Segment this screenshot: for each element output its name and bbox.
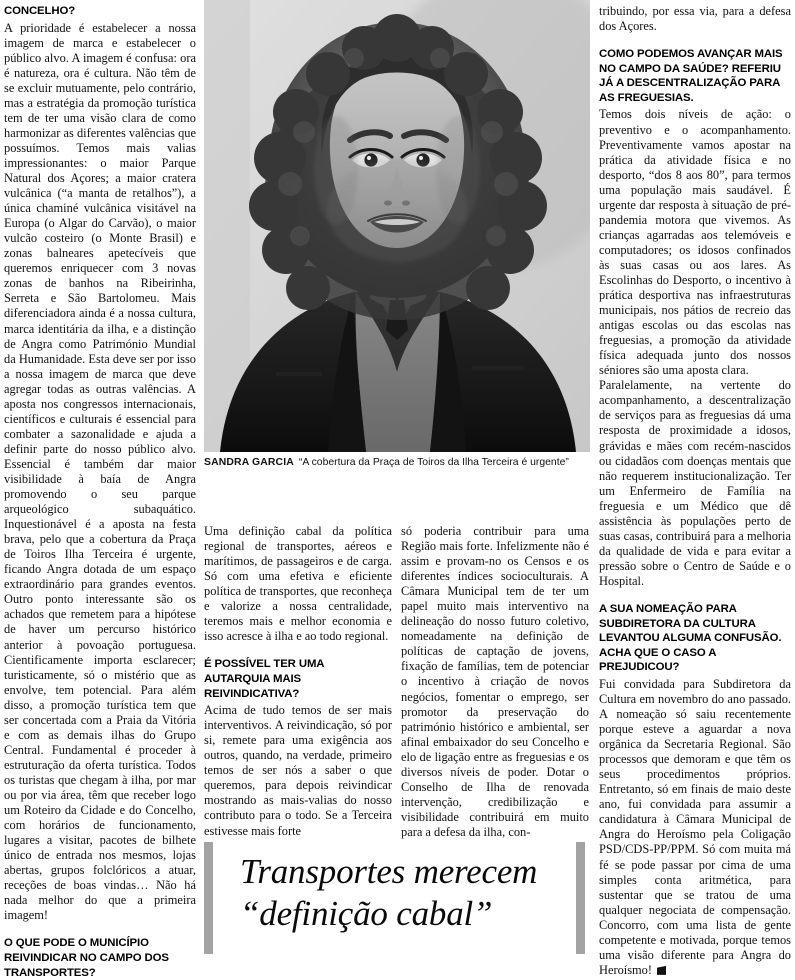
headline-line-2: “definição cabal” <box>240 894 493 933</box>
headline-bar-right <box>576 842 585 954</box>
paragraph-col3-1: só poderia contribuir para uma Região mais forte. Infelizmente não é assim e provam-no os Censos e os diferentes índices socioculturais. A Câmara Municipal tem de ter um papel muito mais interventivo na delineação do nosso futuro coletivo, nomeadamente na definição de políticas de captação de jovens, fixação de famílias, tem de potenciar o incentivo à criação de novos negócios, fomentar o emprego, ser promotor da preservação do património histórico e ambiental, ser afinal embaixador do seu Concelho e elo de ligação entre as freguesias e os diversos níveis de poder. Dotar o Conselho de Ilha de renovada intervenção, credibilização e visibilidade contribuirá em muito para a defesa da ilha, con- <box>401 524 589 839</box>
paragraph-col4-2: Temos dois níveis de ação: o preventivo e o acompanhamento. Preventivamente vamos apostar na prática da atividade física e no desporto, “dos 8 aos 80”, para termos uma população mais saudável. É urgente dar resposta à situação de pré-pandemia motora que vivemos. As crianças agarradas aos telemóveis e computadores; os idosos confinados às suas casas ou aos lares. As Escolinhas do Desporto, o incentivo à prática desportiva nas infraestruturas municipais, nos pátios de recreio das antigas escolas ou das escolas nas freguesias, a promoção da atividade física adequada junto dos nossos séniores são uma aposta clara. <box>599 107 791 378</box>
portrait-photo-block <box>204 0 590 452</box>
pull-headline-block <box>204 842 590 956</box>
paragraph-col4-4 <box>599 677 791 978</box>
end-of-article-icon <box>657 966 666 975</box>
paragraph-col4-4-text: Fui convidada para Subdiretora da Cultura em novembro do ano passado. A nomeação só saiu recentemente porque esteve a aguardar a nova orgânica da Secretaria Regional. São processos que demoram e que têm os seus procedimentos próprios. Entretanto, só em finais de maio deste ano, fui convidada para assumir a candidatura à Câmara Municipal de Angra do Heroísmo pela Coligação PSD/CDS-PP/PPM. Só com muita má fé se pode passar por cima de uma simples conta aritmética, para sustentar que se tratou de uma qualquer negociata de compensação. Concorro, com uma lista de gente competente e motivada, porque temos uma visão diferente para Angra do Heroísmo! <box>599 676 791 977</box>
caption-name: SANDRA GARCIA <box>204 457 294 468</box>
caption-quote: “A cobertura da Praça de Toiros da Ilha Terceira é urgente” <box>298 457 569 468</box>
question-subhead-nomeacao: A SUA NOMEAÇÃO PARA SUBDIRETORA DA CULTURA LEVANTOU ALGUMA CONFUSÃO. ACHA QUE O CASO A PREJUDICOU? <box>599 602 782 674</box>
headline-line-1: Transportes merecem <box>240 852 538 891</box>
headline-bar-left <box>204 842 213 954</box>
question-subhead-saude: COMO PODEMOS AVANÇAR MAIS NO CAMPO DA SAÚDE? REFERIU JÁ A DESCENTRALIZAÇÃO PARA AS FREGUESIAS. <box>599 48 783 104</box>
paragraph-col2-1: Uma definição cabal da política regional de transportes, aéreos e marítimos, de passageiros e de carga. Só com uma efetiva e eficiente política de transportes, que reconheça e valorize a nossa centralidade, teremos mais e melhor economia e isso acresce à ilha e ao todo regional. <box>204 524 392 644</box>
column-3 <box>401 524 589 840</box>
pull-headline <box>240 851 576 935</box>
question-subhead-concelho: CONCELHO? <box>4 5 76 17</box>
paragraph-col2-2: Acima de tudo temos de ser mais interventivos. A reivindicação, só por si, remete para uma exigência aos outros, quando, na verdade, primeiro temos de ser nós a saber o que queremos, para depois reivindicar mostrando as mais-valias do nosso contributo para o todo. Se a Terceira estivesse mais forte <box>204 703 392 838</box>
portrait-photo <box>204 0 590 452</box>
paragraph-col4-3: Paralelamente, na vertente do acompanhamento, a descentralização de serviços para as freguesias dá uma resposta de proximidade a idosos, grávidas e mães com recém-nascidos ou cidadãos com doenças mentais que não requerem institucionalização. Ter um Enfermeiro de Família na freguesia e um Médico que dê assistência às populações perto de suas casas, contribuirá para a melhoria da qualidade de vida e para evitar a pressão sobre o Centro de Saúde e o Hospital. <box>599 378 791 588</box>
paragraph-col4-1: tribuindo, por essa via, para a defesa dos Açores. <box>599 4 791 34</box>
photo-caption <box>204 456 590 469</box>
question-subhead-transportes: O QUE PODE O MUNICÍPIO REIVINDICAR NO CAMPO DOS TRANSPORTES? <box>4 937 169 979</box>
paragraph-col1-1: A prioridade é estabelecer a nossa imagem de marca e estabelecer o público alvo. A imagem é confusa: ora é natureza, ora é cultura. Não têm de se excluir mutuamente, pelo contrário, mas a estratégia da promoção turística tem de ter uma visão clara de como harmonizar as diferentes valências que possuímos. Temos mais valias impressionantes: o maior Parque Natural dos Açores; a maior cratera vulcânica (“a manta de retalhos”), a única chaminé vulcânica visitável na Europa (o Algar do Carvão), o maior vulcão costeiro (o Monte Brasil) e zonas balneares apetecíveis que queremos enriquecer com 3 novas zonas de banhos na Ribeirinha, Serreta e São Bartolomeu. Mais diferenciadora ainda é a nossa cultura, marca identitária da ilha, e a distinção de Angra como Património Mundial da Humanidade. Esta deve ser por isso a nossa imagem de marca que deve agregar todas as outras valências. A aposta nos congressos internacionais, científicos e culturais é essencial para combater a sazonalidade e ajuda a definir parte do nosso público alvo. Essencial é também dar maior visibilidade à baía de Angra promovendo o seu parque arqueológico subaquático. Inquestionável é a aposta na festa brava, pelo que a cobertura da Praça de Toiros Ilha Terceira é urgente, ficando Angra dotada de um espaço extraordinário para grandes eventos. Outro ponto interessante são os achados que remetem para a hipótese de haver um percurso histórico anterior à povoação portuguesa. Cientificamente importa esclarecer; turisticamente, só o mistério que as envolve, tem potencial. Para além disso, a promoção turística tem que ser concertada com a Praia da Vitória e com as demais ilhas do Grupo Central. Fundamental é proceder à estruturação da oferta turística. Todos os turistas que chegam à ilha, por mar ou por via área, têm que receber logo um Roteiro da Cidade e do Concelho, com horários de funcionamento, lugares a visitar, pacotes de bilhete único de entrada nos mesmos, lojas abertas, grupos folclóricos a atuar, receções de boas vindas… Não há nada melhor do que a primeira imagem! <box>4 20 196 923</box>
question-subhead-autarquia: É POSSÍVEL TER UMA AUTARQUIA MAIS REIVINDICATIVA? <box>204 658 324 700</box>
column-4 <box>599 4 791 977</box>
column-2 <box>204 524 392 839</box>
column-1 <box>4 4 196 979</box>
